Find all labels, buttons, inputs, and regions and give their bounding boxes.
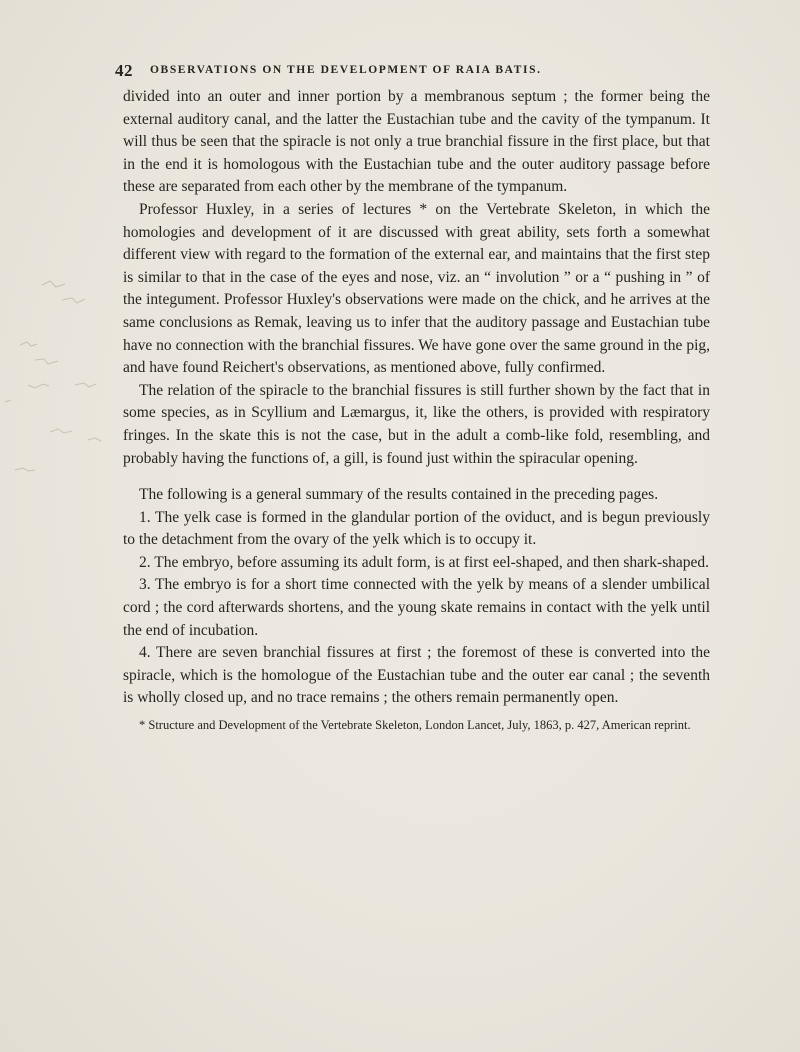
- page-number: 42: [115, 61, 133, 80]
- paragraph-summary-intro: The following is a general summary of the results contained in the preceding pages.: [139, 486, 659, 504]
- running-head: OBSERVATIONS ON THE DEVELOPMENT OF RAIA BATIS.: [150, 64, 542, 76]
- body-text: [123, 86, 710, 734]
- paragraph-continuation: divided into an outer and inner portion by a membranous septum ; the former being the external auditory canal, and the latter the Eustachian tube and the cavity of the tympanum. It will thus be seen that the spiracle is not only a true branchial fissure in the first place, but that in the end it is homologous with the Eustachian tube and the outer auditory passage before these are separated from each other by the membrane of the tympanum.: [123, 88, 710, 196]
- show-through-marks: [0, 0, 125, 520]
- summary-item-4: 4. There are seven branchial fissures at first ; the foremost of these is converted into the spiracle, which is the homologue of the Eustachian tube and the outer ear canal ; the seventh is wholly closed up, and no trace remains ; the others remain permanently open.: [123, 644, 710, 707]
- paragraph-huxley: Professor Huxley, in a series of lectures * on the Vertebrate Skeleton, in which the homologies and development of it are discussed with great ability, sets forth a somewhat different view with regard to the formation of the external ear, and maintains that the first step is similar to that in the case of the eyes and nose, viz. an “ involution ” or a “ pushing in ” of the integument. Professor Huxley's observations were made on the chick, and he arrives at the same conclusions as Remak, leaving us to infer that the auditory passage and Eustachian tube have no connection with the branchial fissures. We have gone over the same ground in the pig, and have found Reichert's observations, as mentioned above, fully confirmed.: [123, 200, 710, 377]
- summary-item-3: 3. The embryo is for a short time connected with the yelk by means of a slender umbilical cord ; the cord afterwards shortens, and the young skate remains in contact with the yelk until the end of incubation.: [123, 576, 710, 639]
- footnote: * Structure and Development of the Vertebrate Skeleton, London Lancet, July, 1863, p. 427, American reprint.: [139, 718, 691, 733]
- summary-item-1: 1. The yelk case is formed in the glandular portion of the oviduct, and is begun previously to the detachment from the ovary of the yelk which is to occupy it.: [123, 508, 710, 549]
- summary-item-2: 2. The embryo, before assuming its adult form, is at first eel-shaped, and then shark-shaped.: [139, 553, 710, 571]
- page-header: [115, 61, 715, 81]
- paragraph-spiracle-relation: The relation of the spiracle to the branchial fissures is still further shown by the fact that in some species, as in Scyllium and Læmargus, it, like the others, is provided with respiratory fringes. In the skate this is not the case, but in the adult a comb-like fold, resembling, and probably having the functions of, a gill, is found just within the spiracular opening.: [123, 381, 710, 467]
